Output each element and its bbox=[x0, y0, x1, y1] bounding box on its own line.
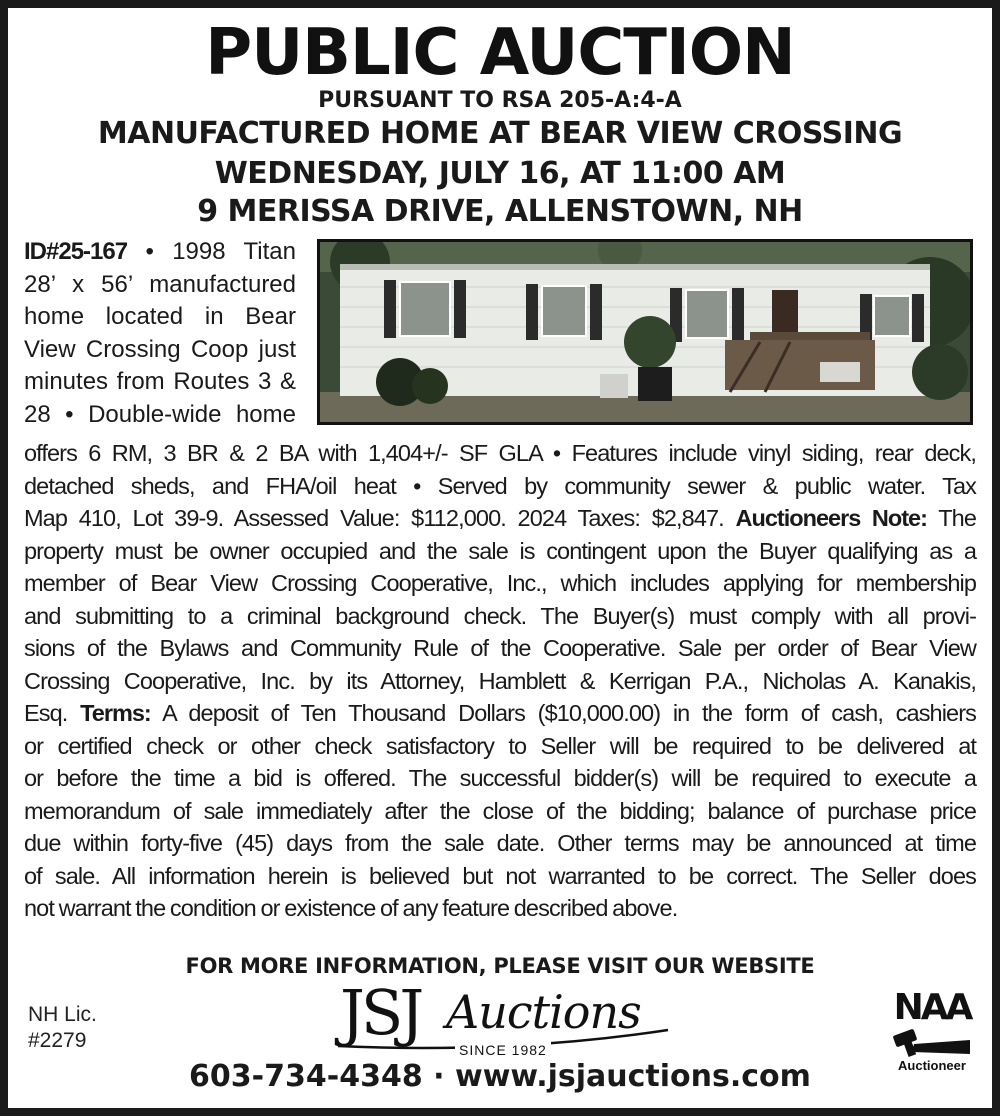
intro-text bbox=[24, 236, 296, 431]
body-line: memorandum of sale immediately after the close of the bidding; balance of purchase price bbox=[24, 797, 976, 824]
logo-jsj-text: JSJ bbox=[340, 976, 421, 1049]
license-number bbox=[28, 1002, 97, 1054]
terms-label: Terms: bbox=[80, 700, 151, 726]
intro-line: home located in Bear bbox=[24, 303, 296, 330]
body-line: of sale. All information herein is believed but not warranted to be correct. The Seller does bbox=[24, 862, 976, 889]
body-line: and submitting to a criminal background check. The Buyer(s) must comply with all provi- bbox=[24, 602, 976, 629]
license-label: NH Lic. bbox=[28, 1003, 97, 1026]
logo-since-text: SINCE 1982 bbox=[455, 1042, 551, 1058]
contact-line bbox=[0, 1058, 1000, 1096]
body-line: offers 6 RM, 3 BR & 2 BA with 1,404+/- SF GLA • Features include vinyl siding, rear deck, bbox=[24, 440, 976, 466]
website-link[interactable]: www.jsjauctions.com bbox=[455, 1059, 811, 1094]
body-line-text: A deposit of Ten Thousand Dollars ($10,000.00) in the form of cash, cashiers bbox=[150, 700, 976, 726]
body-line-text: The bbox=[926, 505, 977, 531]
auction-datetime: WEDNESDAY, JULY 16, AT 11:00 AM bbox=[214, 156, 786, 191]
naa-logo bbox=[888, 988, 976, 1076]
intro-line bbox=[24, 236, 296, 269]
body-line: due within forty-five (45) days from the sale date. Other terms may be announced at time bbox=[24, 830, 976, 856]
body-line bbox=[24, 697, 976, 730]
intro-line: 28 • Double-wide home bbox=[24, 400, 296, 428]
intro-line: minutes from Routes 3 & bbox=[24, 368, 296, 395]
gavel-icon bbox=[892, 1028, 972, 1058]
listing-id: ID#25-167 bbox=[24, 238, 128, 265]
intro-line: 28’ x 56’ manufactured bbox=[24, 270, 296, 298]
statute-line: PURSUANT TO RSA 205-A:4-A bbox=[318, 88, 682, 113]
body-line bbox=[24, 502, 976, 535]
body-line: not warrant the condition or existence of any feature described above. bbox=[24, 895, 678, 921]
body-line-text: Map 410, Lot 39-9. Assessed Value: $112,000. 2024 Taxes: $2,847. bbox=[24, 505, 736, 531]
body-line: member of Bear View Crossing Cooperative, Inc., which includes applying for membership bbox=[24, 570, 976, 596]
body-line: detached sheds, and FHA/oil heat • Served by community sewer & public water. Tax bbox=[24, 472, 976, 499]
naa-text: NAA bbox=[893, 987, 971, 1028]
property-description bbox=[24, 437, 976, 925]
contact-separator: · bbox=[422, 1059, 455, 1094]
ad-title: PUBLIC AUCTION bbox=[205, 16, 795, 90]
phone-number[interactable]: 603-734-4348 bbox=[189, 1059, 423, 1094]
more-info-banner: FOR MORE INFORMATION, PLEASE VISIT OUR WEBSITE bbox=[185, 954, 815, 978]
logo-auctions-text: Auctions bbox=[446, 985, 641, 1039]
body-line-text: Esq. bbox=[24, 700, 81, 726]
naa-auctioneer-text: Auctioneer bbox=[898, 1058, 966, 1073]
jsj-auctions-logo bbox=[330, 976, 680, 1070]
body-line: or certified check or other check satisfactory to Seller will be required to be delivered at bbox=[24, 732, 976, 759]
property-photo bbox=[317, 239, 973, 425]
body-line: property must be owner occupied and the sale is contingent upon the Buyer qualifying as a bbox=[24, 537, 976, 564]
property-address: 9 MERISSA DRIVE, ALLENSTOWN, NH bbox=[197, 194, 803, 229]
intro-line-text: • 1998 Titan bbox=[127, 238, 296, 265]
property-heading: MANUFACTURED HOME AT BEAR VIEW CROSSING bbox=[97, 116, 903, 151]
body-line: or before the time a bid is offered. The successful bidder(s) will be required to execute a bbox=[24, 765, 976, 791]
intro-line: View Crossing Coop just bbox=[24, 335, 296, 363]
auctioneers-note-label: Auctioneers Note: bbox=[735, 505, 927, 531]
license-value: #2279 bbox=[28, 1029, 87, 1052]
body-line: Crossing Cooperative, Inc. by its Attorney, Hamblett & Kerrigan P.A., Nicholas A. Kanakis, bbox=[24, 667, 976, 694]
body-line: sions of the Bylaws and Community Rule of the Cooperative. Sale per order of Bear View bbox=[24, 635, 976, 661]
